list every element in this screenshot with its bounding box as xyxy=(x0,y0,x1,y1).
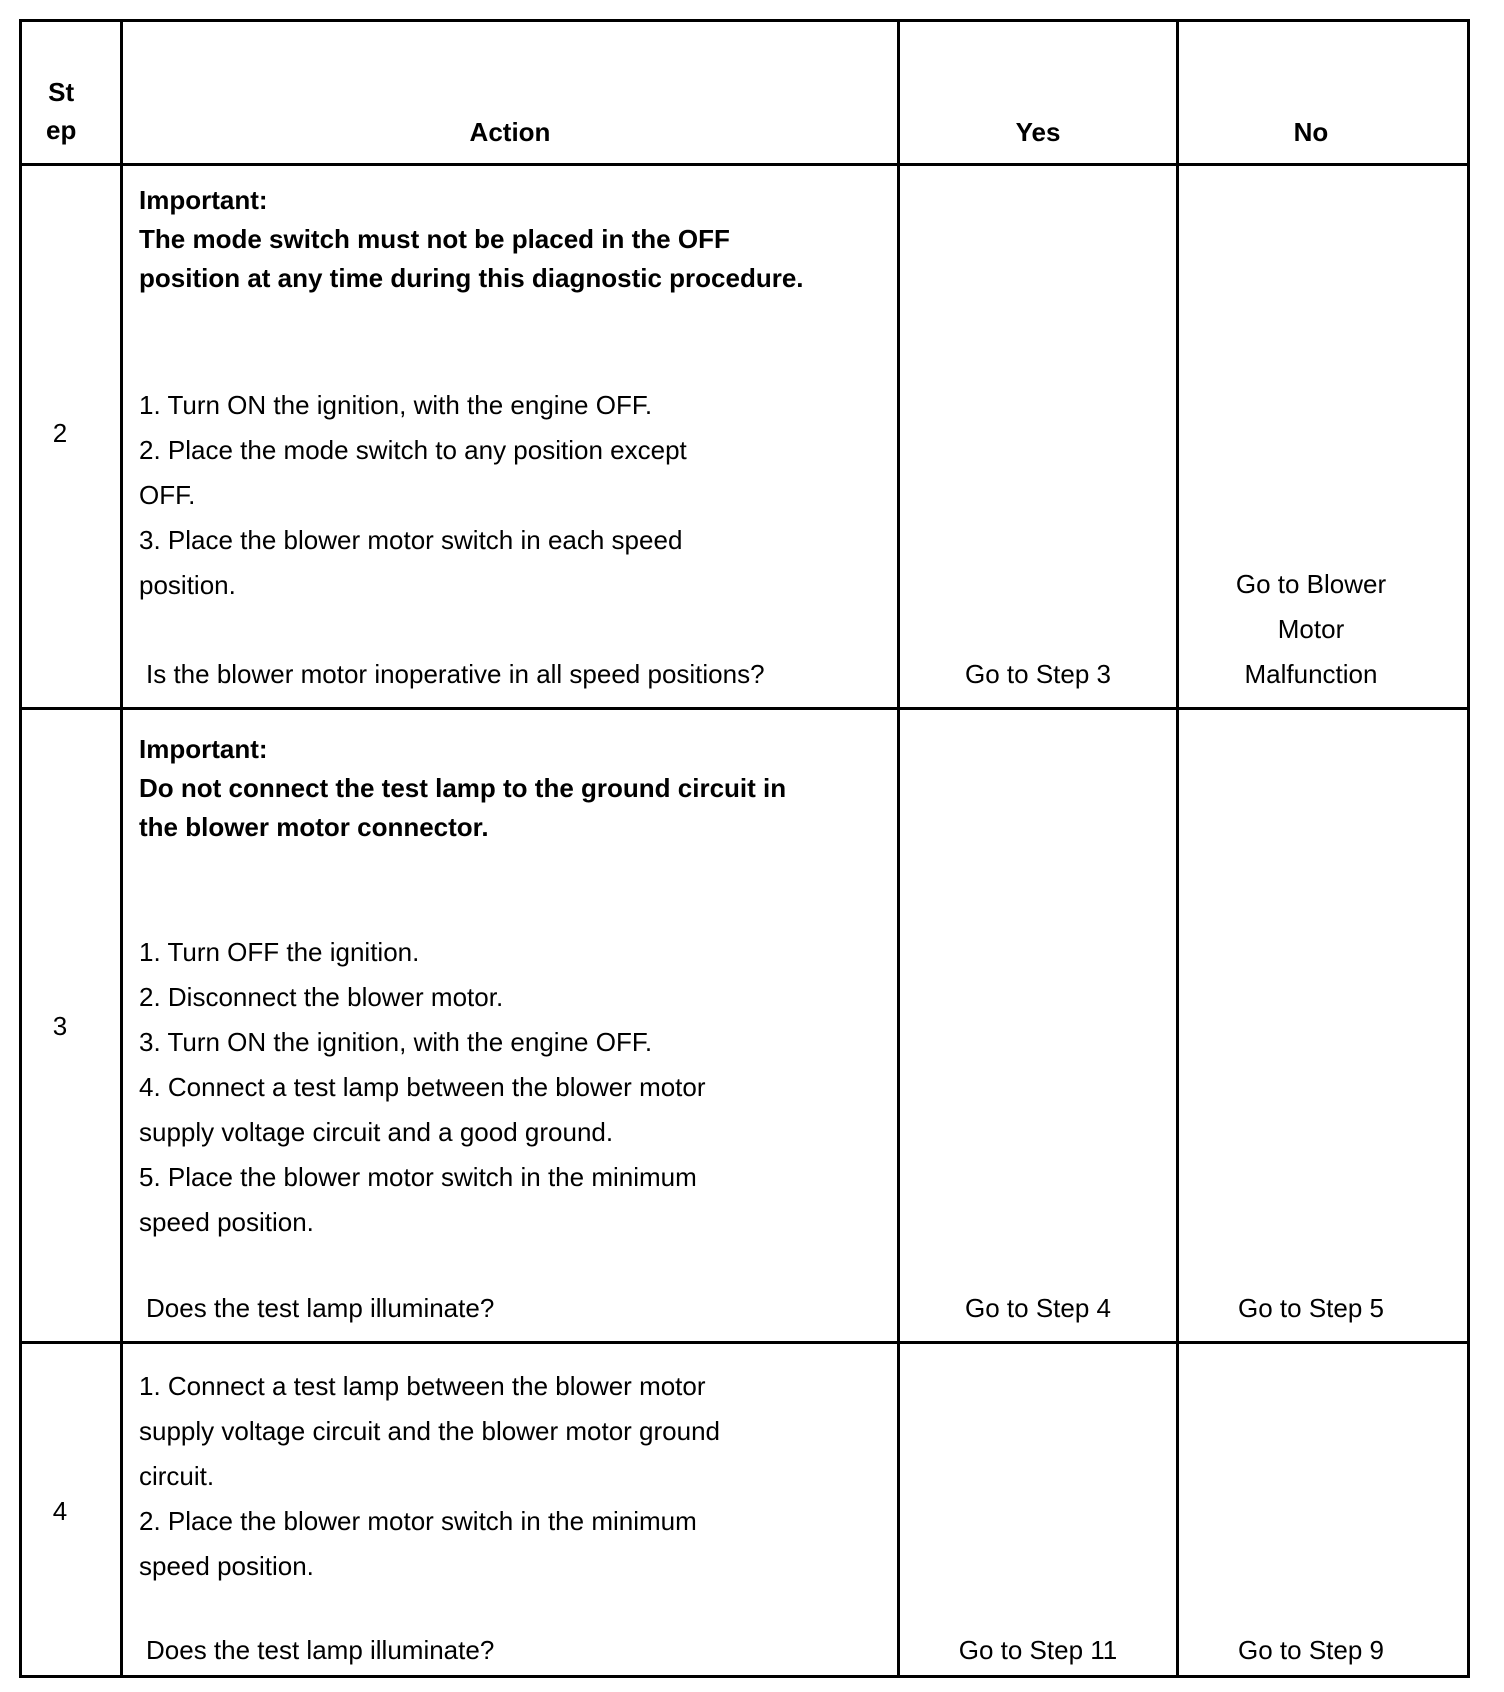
yes-result: Go to Step 3 xyxy=(965,659,1111,689)
important-note-line: the blower motor connector. xyxy=(139,812,489,842)
header-step-line1: St xyxy=(48,77,75,107)
action-step: OFF. xyxy=(139,480,196,510)
important-note-line: Do not connect the test lamp to the ground circuit in xyxy=(139,773,787,803)
yes-result: Go to Step 11 xyxy=(958,1635,1118,1665)
header-yes: Yes xyxy=(1015,117,1061,147)
no-result-line: Malfunction xyxy=(1244,659,1378,689)
step-number: 4 xyxy=(52,1496,68,1526)
column-divider xyxy=(1176,19,1179,1678)
action-step: position. xyxy=(139,570,236,600)
important-note-line: position at any time during this diagnostic procedure. xyxy=(139,263,804,293)
no-result-line: Go to Blower xyxy=(1235,569,1387,599)
question: Does the test lamp illuminate? xyxy=(146,1635,495,1665)
row-divider xyxy=(19,1341,1470,1344)
action-step: 2. Place the blower motor switch in the minimum xyxy=(139,1506,697,1536)
action-step: 5. Place the blower motor switch in the minimum xyxy=(139,1162,697,1192)
no-result: Go to Step 9 xyxy=(1238,1635,1384,1665)
header-step-line2: ep xyxy=(46,115,77,145)
row-divider xyxy=(19,707,1470,710)
column-divider xyxy=(897,19,900,1678)
column-divider xyxy=(120,19,123,1678)
action-step: 3. Turn ON the ignition, with the engine OFF. xyxy=(139,1027,653,1057)
no-result: Go to Step 5 xyxy=(1238,1293,1384,1323)
action-step: 2. Place the mode switch to any position except xyxy=(139,435,687,465)
row-divider xyxy=(19,163,1470,166)
important-note-line: The mode switch must not be placed in the OFF xyxy=(139,224,730,254)
question: Is the blower motor inoperative in all speed positions? xyxy=(146,659,765,689)
action-step: supply voltage circuit and a good ground. xyxy=(139,1117,614,1147)
action-step: 1. Turn ON the ignition, with the engine OFF. xyxy=(139,390,653,420)
header-no: No xyxy=(1293,117,1329,147)
action-step: speed position. xyxy=(139,1551,314,1581)
header-step xyxy=(46,73,76,149)
step-number: 2 xyxy=(52,418,68,448)
action-step: 2. Disconnect the blower motor. xyxy=(139,982,504,1012)
action-step: 4. Connect a test lamp between the blower motor xyxy=(139,1072,706,1102)
no-result-line: Motor xyxy=(1277,614,1345,644)
header-action: Action xyxy=(469,117,551,147)
action-step: 3. Place the blower motor switch in each speed xyxy=(139,525,683,555)
question: Does the test lamp illuminate? xyxy=(146,1293,495,1323)
action-step: speed position. xyxy=(139,1207,314,1237)
action-step: supply voltage circuit and the blower motor ground xyxy=(139,1416,720,1446)
step-number: 3 xyxy=(52,1011,68,1041)
action-step: 1. Connect a test lamp between the blower motor xyxy=(139,1371,706,1401)
important-label: Important: xyxy=(139,734,268,764)
yes-result: Go to Step 4 xyxy=(965,1293,1111,1323)
action-step: 1. Turn OFF the ignition. xyxy=(139,937,420,967)
important-label: Important: xyxy=(139,185,268,215)
action-step: circuit. xyxy=(139,1461,215,1491)
